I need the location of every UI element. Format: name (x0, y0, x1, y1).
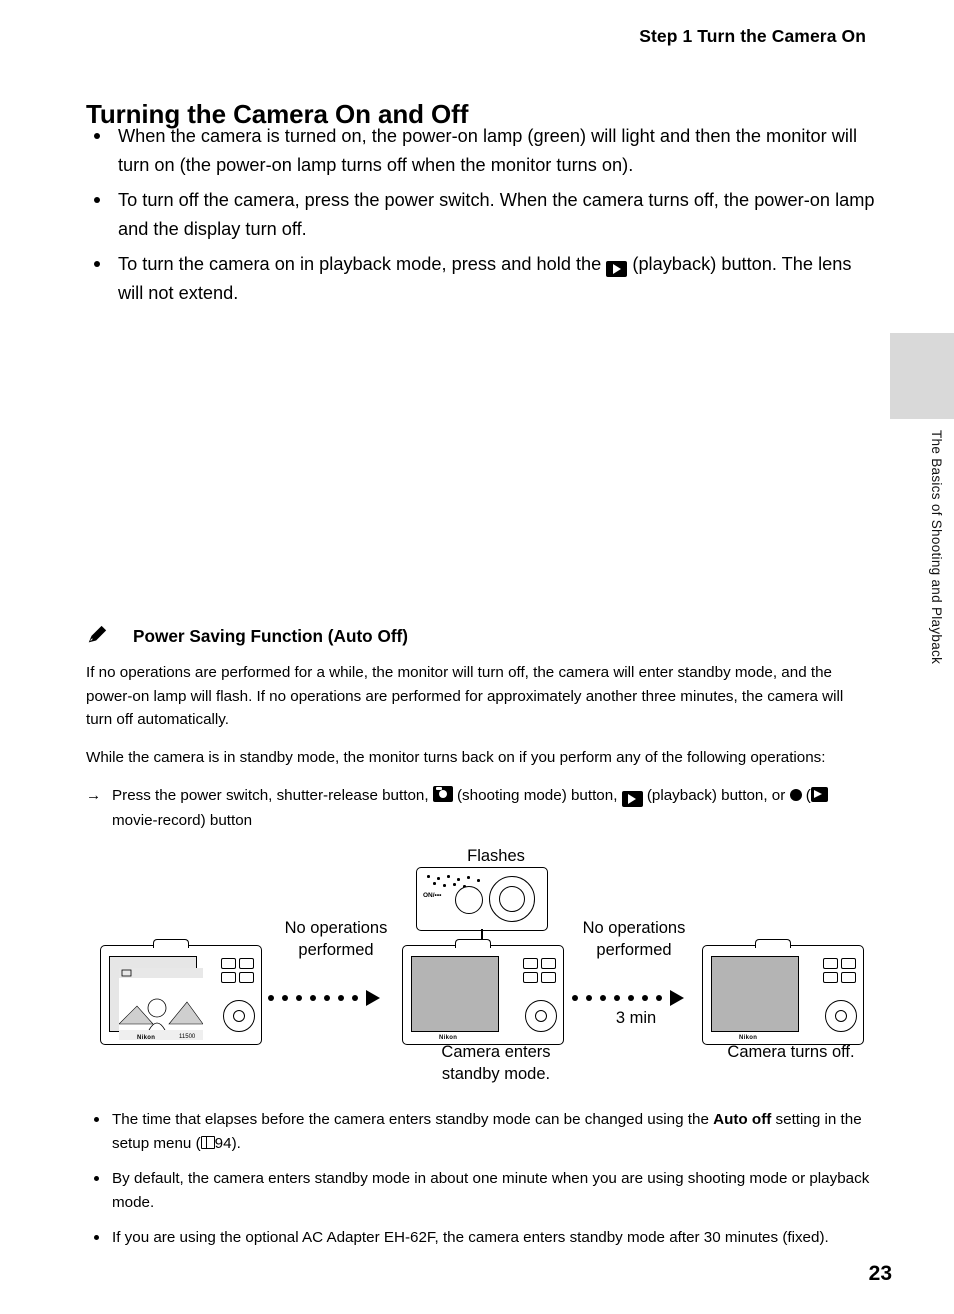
bullet-dot (94, 1176, 99, 1181)
monitor-thumbnail (119, 968, 203, 1040)
brand-label: Nikon (137, 1035, 156, 1041)
bullet-dot (94, 1117, 99, 1122)
shutter-button (755, 939, 791, 948)
note-paragraph-1: If no operations are performed for a while, the monitor will turn off, the camera will enter standby mode, and the power-on lamp will flash. If no operations are performed for approximately another three minutes, the camera will turn off automatically. (86, 664, 844, 728)
bullet-dot (94, 261, 100, 267)
diagram-label-no-ops-2: No operations performed (582, 919, 686, 959)
auto-off-diagram (86, 845, 876, 1105)
setting-name: Auto off (713, 1111, 772, 1128)
movie-record-icon (811, 787, 828, 802)
list-item (86, 122, 876, 180)
shutter-button (153, 939, 189, 948)
diagram-label-standby: Camera enters standby mode. (441, 1043, 551, 1083)
camera-monitor-off (711, 956, 799, 1032)
control-button (239, 972, 254, 983)
list-item-text: When the camera is turned on, the power-on lamp (green) will light and then the monitor will turn on (the power-on lamp turns off when the monitor turns on). (118, 126, 857, 175)
control-button (523, 972, 538, 983)
bullet-dot (94, 197, 100, 203)
shooting-mode-icon (433, 786, 453, 802)
side-tab-label: The Basics of Shooting and Playback (929, 430, 944, 665)
pencil-icon (86, 624, 108, 646)
arrow-text-3: (playback) button, or (642, 787, 790, 804)
list-item (86, 1108, 876, 1155)
control-button (823, 958, 838, 969)
diagram-label-no-ops-1: No operations performed (284, 919, 388, 959)
arrow-text-4: ( (801, 787, 811, 804)
arrow-text-2: (shooting mode) button, (452, 787, 622, 804)
diagram-camera-off (702, 945, 864, 1045)
shutter-button (455, 939, 491, 948)
svg-text:11500: 11500 (179, 1034, 196, 1040)
list-item-text: To turn the camera on in playback mode, press and hold the (118, 254, 607, 274)
control-button (523, 958, 538, 969)
diagram-label-off: Camera turns off. (727, 1043, 855, 1061)
multi-selector-dial (825, 1000, 857, 1032)
reference-page: 94 (214, 1134, 232, 1152)
note-body (86, 661, 870, 847)
brand-label: Nikon (739, 1035, 758, 1041)
flow-arrow-1 (268, 993, 386, 1003)
manual-reference-icon (201, 1136, 215, 1149)
list-item-text: If you are using the optional AC Adapter EH-62F, the camera enters standby mode after 30 minutes (fixed). (112, 1229, 829, 1246)
list-item-text: By default, the camera enters standby mode in about one minute when you are using shooting mode or playback mode. (112, 1170, 870, 1211)
bullet-dot (94, 133, 100, 139)
list-item (86, 1226, 876, 1250)
control-button (541, 958, 556, 969)
control-button (823, 972, 838, 983)
diagram-label-flashes: Flashes (467, 847, 525, 865)
bullet-dot (94, 1235, 99, 1240)
brand-label: Nikon (439, 1035, 458, 1041)
diagram-camera-on (100, 945, 262, 1045)
playback-icon (622, 791, 643, 807)
running-head: Step 1 Turn the Camera On (639, 26, 866, 46)
arrow-glyph: → (86, 787, 102, 804)
control-button (841, 958, 856, 969)
control-button (221, 972, 236, 983)
note-paragraph-2: While the camera is in standby mode, the monitor turns back on if you perform any of the following operations: (86, 748, 826, 766)
list-item-text-end: ). (231, 1134, 241, 1152)
list-item (86, 186, 876, 244)
intro-bullet-list (86, 122, 876, 314)
camera-monitor-off (411, 956, 499, 1032)
list-item-text: The time that elapses before the camera enters standby mode can be changed using the (112, 1111, 714, 1128)
list-item-text-cont: (playback) button. The lens will not extend. (118, 254, 852, 303)
diagram-camera-standby (402, 945, 564, 1045)
list-item-text-cont: setting in the setup menu ( (112, 1111, 862, 1152)
flow-arrow-2 (572, 993, 690, 1003)
control-button (239, 958, 254, 969)
notes-bullet-list (86, 1108, 876, 1262)
arrow-text-5: movie-record) button (112, 812, 253, 829)
lens (489, 876, 535, 922)
diagram-label-3min: 3 min (615, 1009, 657, 1027)
control-button (221, 958, 236, 969)
control-button (541, 972, 556, 983)
list-item (86, 250, 876, 308)
list-item-text: To turn off the camera, press the power switch. When the camera turns off, the power-on lamp and the display turn off. (118, 190, 875, 239)
multi-selector-dial (525, 1000, 557, 1032)
note-heading: Power Saving Function (Auto Off) (133, 626, 408, 646)
arrow-text-1: Press the power switch, shutter-release button, (112, 787, 433, 804)
note-arrow-item (86, 783, 870, 833)
list-item (86, 1167, 876, 1214)
power-label: ON/••• (423, 892, 442, 899)
page-title: Turning the Camera On and Off (86, 99, 469, 130)
control-button (841, 972, 856, 983)
page-number: 23 (868, 1262, 892, 1285)
record-icon (790, 789, 802, 801)
flash-dots (427, 875, 497, 887)
side-tab-block (890, 333, 954, 419)
multi-selector-dial (223, 1000, 255, 1032)
power-on-lamp (455, 886, 483, 914)
playback-icon (606, 261, 627, 277)
